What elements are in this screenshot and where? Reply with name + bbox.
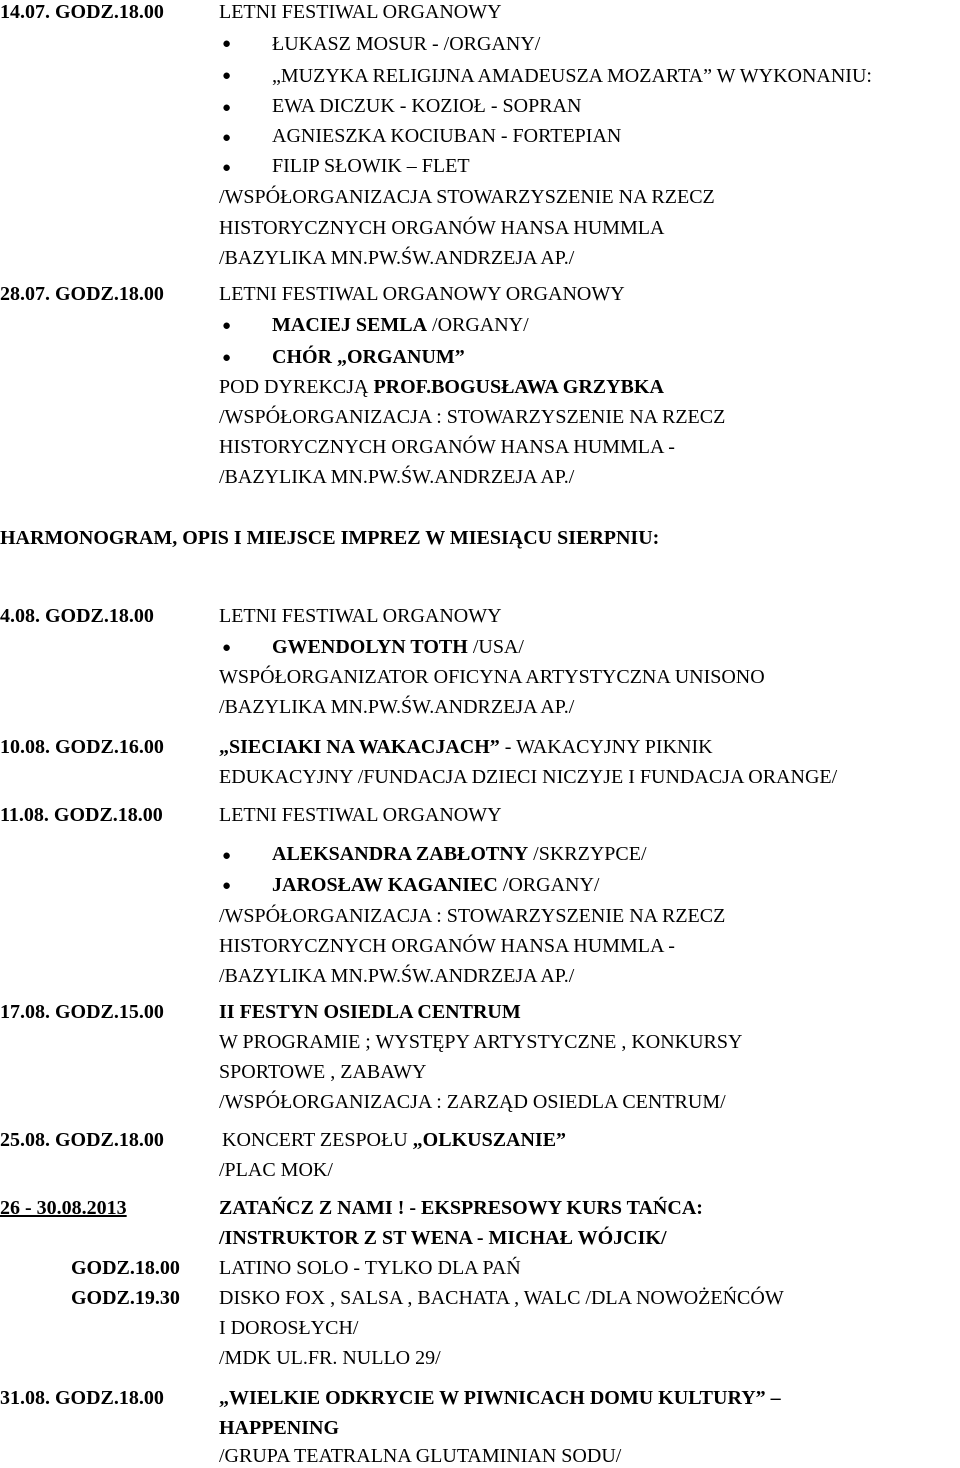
event-title: ZATAŃCZ Z NAMI ! - EKSPRESOWY KURS TAŃCA: — [219, 1197, 703, 1219]
event-venue: /MDK UL.FR. NULLO 29/ — [219, 1347, 441, 1369]
event-line: HISTORYCZNYCH ORGANÓW HANSA HUMMLA - — [219, 935, 675, 957]
event-date: 4.08. GODZ.18.00 — [0, 605, 154, 627]
event-date: 31.08. GODZ.18.00 — [0, 1387, 164, 1409]
event-line: SPORTOWE , ZABAWY — [219, 1061, 427, 1083]
event-line: HISTORYCZNYCH ORGANÓW HANSA HUMMLA — [219, 217, 665, 239]
event-date: 17.08. GODZ.15.00 — [0, 1001, 164, 1023]
performer-item: FILIP SŁOWIK – FLET — [272, 155, 470, 177]
performer-item: AGNIESZKA KOCIUBAN - FORTEPIAN — [272, 125, 622, 147]
event-title: LETNI FESTIWAL ORGANOWY — [219, 804, 502, 826]
event-venue: /PLAC MOK/ — [219, 1159, 333, 1181]
bullet-icon: ● — [222, 160, 232, 176]
bullet-icon: ● — [222, 318, 232, 334]
event-line: /WSPÓŁORGANIZACJA : STOWARZYSZENIE NA RZECZ — [219, 905, 726, 927]
event-date: 11.08. GODZ.18.00 — [0, 804, 163, 826]
event-line: /GRUPA TEATRALNA GLUTAMINIAN SODU/ — [219, 1445, 622, 1467]
performer-item: ALEKSANDRA ZABŁOTNY /SKRZYPCE/ — [272, 843, 647, 865]
event-title: LETNI FESTIWAL ORGANOWY — [219, 1, 502, 23]
event-title-cont: HAPPENING — [219, 1417, 339, 1439]
bullet-icon: ● — [222, 100, 232, 116]
event-venue: /BAZYLIKA MN.PW.ŚW.ANDRZEJA AP./ — [219, 965, 575, 987]
event-time: GODZ.19.30 — [71, 1287, 180, 1309]
event-line: WSPÓŁORGANIZATOR OFICYNA ARTYSTYCZNA UNISONO — [219, 666, 765, 688]
bullet-icon: ● — [222, 848, 232, 864]
performer-item: CHÓR „ORGANUM” — [272, 346, 465, 368]
bullet-icon: ● — [222, 130, 232, 146]
event-line: /WSPÓŁORGANIZACJA : STOWARZYSZENIE NA RZECZ — [219, 406, 726, 428]
event-line: /WSPÓŁORGANIZACJA STOWARZYSZENIE NA RZECZ — [219, 186, 715, 208]
event-time: GODZ.18.00 — [71, 1257, 180, 1279]
performer-item: „MUZYKA RELIGIJNA AMADEUSZA MOZARTA” W WYKONANIU: — [272, 65, 872, 87]
event-date: 14.07. GODZ.18.00 — [0, 1, 164, 23]
event-title: „SIECIAKI NA WAKACJACH” - WAKACYJNY PIKNIK — [219, 736, 713, 758]
event-date: 25.08. GODZ.18.00 — [0, 1129, 164, 1151]
event-title: II FESTYN OSIEDLA CENTRUM — [219, 1001, 521, 1023]
event-line: W PROGRAMIE ; WYSTĘPY ARTYSTYCZNE , KONKURSY — [219, 1031, 743, 1053]
event-title: LETNI FESTIWAL ORGANOWY — [219, 605, 502, 627]
event-date: 10.08. GODZ.16.00 — [0, 736, 164, 758]
bullet-icon: ● — [222, 350, 232, 366]
event-line: HISTORYCZNYCH ORGANÓW HANSA HUMMLA - — [219, 436, 675, 458]
section-heading: HARMONOGRAM, OPIS I MIEJSCE IMPREZ W MIESIĄCU SIERPNIU: — [0, 527, 660, 549]
performer-item: GWENDOLYN TOTH /USA/ — [272, 636, 524, 658]
event-title: KONCERT ZESPOŁU „OLKUSZANIE” — [222, 1129, 567, 1151]
bullet-icon: ● — [222, 68, 232, 84]
bullet-icon: ● — [222, 36, 232, 52]
bullet-icon: ● — [222, 640, 232, 656]
event-date: 28.07. GODZ.18.00 — [0, 283, 164, 305]
event-line: DISKO FOX , SALSA , BACHATA , WALC /DLA NOWOŻEŃCÓW — [219, 1287, 784, 1309]
event-line: EDUKACYJNY /FUNDACJA DZIECI NICZYJE I FUNDACJA ORANGE/ — [219, 766, 838, 788]
event-title: „WIELKIE ODKRYCIE W PIWNICACH DOMU KULTURY” – — [219, 1387, 781, 1409]
event-line: /WSPÓŁORGANIZACJA : ZARZĄD OSIEDLA CENTRUM/ — [219, 1091, 726, 1113]
performer-item: EWA DICZUK - KOZIOŁ - SOPRAN — [272, 95, 582, 117]
event-venue: /BAZYLIKA MN.PW.ŚW.ANDRZEJA AP./ — [219, 247, 575, 269]
performer-item: ŁUKASZ MOSUR - /ORGANY/ — [272, 33, 541, 55]
bullet-icon: ● — [222, 878, 232, 894]
event-title: LETNI FESTIWAL ORGANOWY ORGANOWY — [219, 283, 625, 305]
event-subtitle: /INSTRUKTOR Z ST WENA - MICHAŁ WÓJCIK/ — [219, 1227, 667, 1249]
performer-item: JAROSŁAW KAGANIEC /ORGANY/ — [272, 874, 600, 896]
event-line: POD DYREKCJĄ PROF.BOGUSŁAWA GRZYBKA — [219, 376, 664, 398]
event-line: I DOROSŁYCH/ — [219, 1317, 359, 1339]
event-date: 26 - 30.08.2013 — [0, 1197, 127, 1219]
event-venue: /BAZYLIKA MN.PW.ŚW.ANDRZEJA AP./ — [219, 696, 575, 718]
performer-item: MACIEJ SEMLA /ORGANY/ — [272, 314, 529, 336]
event-venue: /BAZYLIKA MN.PW.ŚW.ANDRZEJA AP./ — [219, 466, 575, 488]
event-line: LATINO SOLO - TYLKO DLA PAŃ — [219, 1257, 521, 1279]
